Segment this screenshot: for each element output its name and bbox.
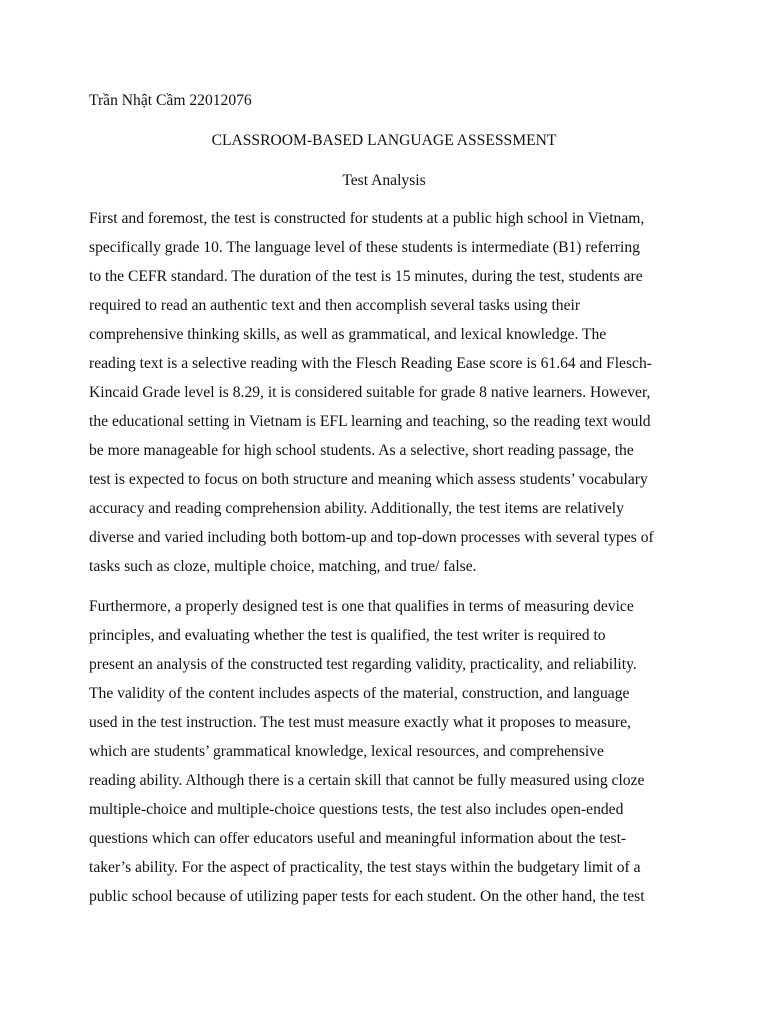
paragraph-line: Furthermore, a properly designed test is one that qualifies in terms of measuring device <box>89 598 634 615</box>
paragraph-line: diverse and varied including both bottom-up and top-down processes with several types of <box>89 529 654 546</box>
paragraph-line: taker’s ability. For the aspect of practicality, the test stays within the budgetary limit of a <box>89 859 641 876</box>
paragraph-line: specifically grade 10. The language level of these students is intermediate (B1) referring <box>89 239 640 256</box>
paragraph-line: reading ability. Although there is a certain skill that cannot be fully measured using cloze <box>89 772 645 789</box>
paragraph-1 <box>89 204 689 581</box>
paragraph-line: required to read an authentic text and then accomplish several tasks using their <box>89 297 581 314</box>
paragraph-line: the educational setting in Vietnam is EFL learning and teaching, so the reading text would <box>89 413 651 430</box>
author-line: Trần Nhật Cầm 22012076 <box>89 92 252 109</box>
paragraph-line: questions which can offer educators useful and meaningful information about the test- <box>89 830 627 847</box>
paragraph-line: used in the test instruction. The test must measure exactly what it proposes to measure, <box>89 714 631 731</box>
paragraph-line: multiple-choice and multiple-choice questions tests, the test also includes open-ended <box>89 801 624 818</box>
paragraph-line: First and foremost, the test is constructed for students at a public high school in Vietnam, <box>89 210 645 227</box>
paragraph-line: The validity of the content includes aspects of the material, construction, and language <box>89 685 630 702</box>
paragraph-line: which are students’ grammatical knowledge, lexical resources, and comprehensive <box>89 743 604 760</box>
document-subtitle: Test Analysis <box>342 172 426 189</box>
paragraph-line: reading text is a selective reading with the Flesch Reading Ease score is 61.64 and Flesch- <box>89 355 652 372</box>
paragraph-line: to the CEFR standard. The duration of the test is 15 minutes, during the test, students are <box>89 268 643 285</box>
paragraph-2 <box>89 592 689 911</box>
paragraph-line: comprehensive thinking skills, as well as grammatical, and lexical knowledge. The <box>89 326 607 343</box>
paragraph-line: public school because of utilizing paper tests for each student. On the other hand, the test <box>89 888 645 905</box>
paragraph-line: Kincaid Grade level is 8.29, it is considered suitable for grade 8 native learners. However, <box>89 384 651 401</box>
paragraph-line: tasks such as cloze, multiple choice, matching, and true/ false. <box>89 558 477 575</box>
paragraph-line: present an analysis of the constructed test regarding validity, practicality, and reliability. <box>89 656 637 673</box>
paragraph-line: principles, and evaluating whether the test is qualified, the test writer is required to <box>89 627 606 644</box>
document-title: CLASSROOM-BASED LANGUAGE ASSESSMENT <box>211 132 557 149</box>
paragraph-line: be more manageable for high school students. As a selective, short reading passage, the <box>89 442 634 459</box>
paragraph-line: accuracy and reading comprehension ability. Additionally, the test items are relatively <box>89 500 624 517</box>
paragraph-line: test is expected to focus on both structure and meaning which assess students’ vocabulary <box>89 471 648 488</box>
